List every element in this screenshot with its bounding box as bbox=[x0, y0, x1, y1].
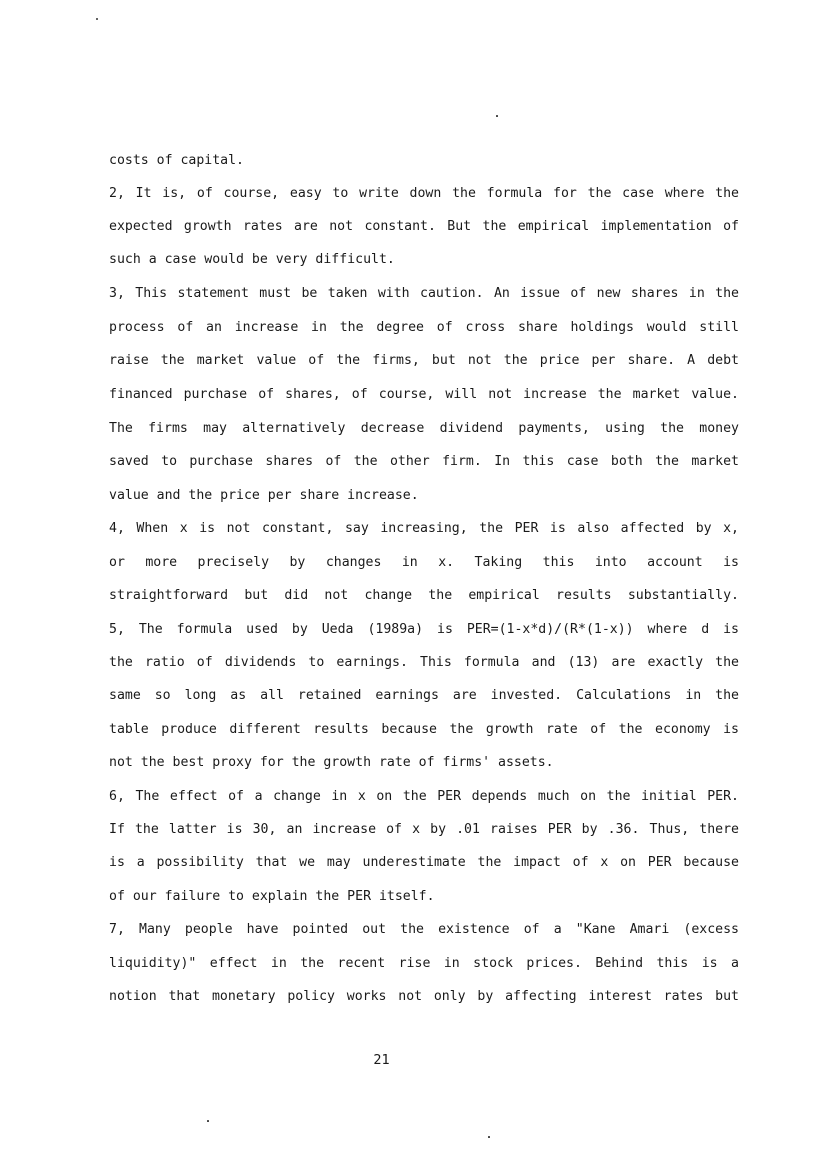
text-line: liquidity)" effect in the recent rise in stock prices. Behind this is a bbox=[109, 956, 739, 971]
text-line: such a case would be very difficult. bbox=[109, 252, 395, 267]
text-line: notion that monetary policy works not only by affecting interest rates but bbox=[109, 989, 739, 1004]
text-line: the ratio of dividends to earnings. This formula and (13) are exactly the bbox=[109, 655, 739, 670]
text-line: 2, It is, of course, easy to write down the formula for the case where the bbox=[109, 186, 739, 201]
text-line: financed purchase of shares, of course, will not increase the market value. bbox=[109, 387, 739, 402]
text-line: costs of capital. bbox=[109, 153, 244, 168]
text-line: The firms may alternatively decrease dividend payments, using the money bbox=[109, 421, 739, 436]
text-line: process of an increase in the degree of cross share holdings would still bbox=[109, 320, 739, 335]
text-line: value and the price per share increase. bbox=[109, 488, 419, 503]
text-line: is a possibility that we may underestimate the impact of x on PER because bbox=[109, 855, 739, 870]
text-line: not the best proxy for the growth rate of firms' assets. bbox=[109, 755, 554, 770]
text-line: same so long as all retained earnings are invested. Calculations in the bbox=[109, 688, 739, 703]
page-number: 21 bbox=[373, 1052, 390, 1068]
scan-speck bbox=[496, 115, 498, 117]
text-line: straightforward but did not change the empirical results substantially. bbox=[109, 588, 739, 603]
text-line: raise the market value of the firms, but not the price per share. A debt bbox=[109, 353, 739, 368]
text-line: saved to purchase shares of the other firm. In this case both the market bbox=[109, 454, 739, 469]
text-line: expected growth rates are not constant. But the empirical implementation of bbox=[109, 219, 739, 234]
text-line: of our failure to explain the PER itself. bbox=[109, 889, 435, 904]
text-line: or more precisely by changes in x. Taking this into account is bbox=[109, 555, 739, 570]
text-line: If the latter is 30, an increase of x by .01 raises PER by .36. Thus, there bbox=[109, 822, 739, 837]
scan-speck bbox=[488, 1136, 490, 1138]
scan-speck bbox=[207, 1120, 209, 1122]
text-line: 5, The formula used by Ueda (1989a) is PER=(1-x*d)/(R*(1-x)) where d is bbox=[109, 622, 739, 637]
text-line: 7, Many people have pointed out the existence of a "Kane Amari (excess bbox=[109, 922, 739, 937]
text-line: 4, When x is not constant, say increasing, the PER is also affected by x, bbox=[109, 521, 739, 536]
text-line: table produce different results because the growth rate of the economy is bbox=[109, 722, 739, 737]
scan-speck bbox=[96, 18, 98, 20]
text-line: 3, This statement must be taken with caution. An issue of new shares in the bbox=[109, 286, 739, 301]
text-line: 6, The effect of a change in x on the PER depends much on the initial PER. bbox=[109, 789, 739, 804]
